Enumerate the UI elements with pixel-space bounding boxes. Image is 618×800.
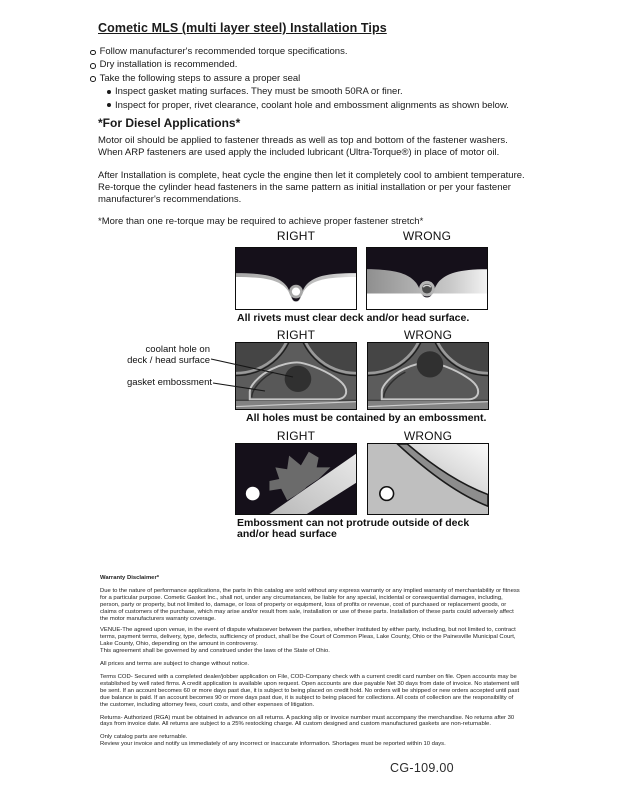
tip-text: Inspect for proper, rivet clearance, coolant hole and embossment alignments as shown below. [115,99,509,111]
disclaimer-paragraph: Review your invoice and notify us immediately of any incorrect or inaccurate information. Shortages must be reported within 10 days. [100,741,446,748]
rivet-right-diagram [235,247,357,310]
set2-caption: All holes must be contained by an embossment. [246,412,487,424]
installation-tips-list [90,45,560,112]
set1-wrong-label: WRONG [402,229,452,243]
diesel-paragraph: *More than one re-torque may be required to achieve proper fastener stretch* [98,216,424,228]
tip-text: Inspect gasket mating surfaces. They must be smooth 50RA or finer. [115,86,403,98]
disclaimer-paragraph: Only catalog parts are returnable. [100,734,188,741]
filled-bullet-icon [107,90,111,94]
set1-right-label: RIGHT [276,229,316,243]
set3-caption-line2: and/or head surface [237,528,337,540]
coolant-hole-annotation: coolant hole on deck / head surface [127,344,210,367]
list-item [90,58,560,71]
tip-text: Dry installation is recommended. [99,59,238,71]
list-item [90,72,560,85]
open-bullet-icon [90,50,96,56]
diesel-applications-section [98,117,528,238]
list-item [107,85,560,98]
tip-text: Follow manufacturer's recommended torque specifications. [99,46,348,57]
disclaimer-paragraph: This agreement shall be governed by and construed under the laws of the State of Ohio. [100,648,330,655]
set2-wrong-label: WRONG [403,328,453,342]
open-bullet-icon [90,76,96,82]
filled-bullet-icon [107,103,111,107]
page-number: CG-109.00 [390,761,454,775]
diesel-paragraph: Motor oil should be applied to fastener threads as well as top and bottom of the fastener washers. When ARP fasteners are used apply the included lubricant (Ultra-Torque®) in place of motor oil. [98,135,508,159]
protrusion-right-diagram [235,443,357,515]
page-title: Cometic MLS (multi layer steel) Installation Tips [98,21,387,35]
disclaimer-paragraph: VENUE-The agreed upon venue, in the event of dispute whatsoever between the parties, whether instituted by either party, including, but not limited to, contract terms, payment terms, delivery, type, defects, sufficiency of product, shall be the Court of Common Pleas, Lake County, Ohio or the Painesville Municipal Court, Lake County, Ohio, depending on the amount in controversy. [100,627,516,648]
disclaimer-paragraph: Due to the nature of performance applications, the parts in this catalog are sold without any express warranty or any implied warranty of merchantability or fitness for a particular purpose. Cometic Gasket Inc., shall not, under any circumstances, be liable for any special, incidental or consequential damages, including, person, party or property, but not limited to, damage, or loss of property or equipment, loss of profits or revenue, cost of purchased or replacement goods, or claims of customers of the purchase, which may arise and/or result from sale, installation or use of these parts. Installation of these parts could adversely affect the motor manufacturers warranty coverage. [100,587,520,622]
set3-caption-line1: Embossment can not protrude outside of deck [237,517,470,529]
diesel-paragraph: After Installation is complete, heat cycle the engine then let it completely cool to ambient temperature. Re-torque the cylinder head fasteners in the same pattern as initial installation or per your fastener manufacturer's recommendations. [98,169,525,206]
diesel-heading: *For Diesel Applications* [98,116,241,130]
set2-right-label: RIGHT [276,328,316,342]
tip-text: Take the following steps to assure a proper seal [99,72,301,84]
set3-right-label: RIGHT [276,429,316,443]
disclaimer-heading: Warranty Disclaimer* [100,575,160,581]
set3-wrong-label: WRONG [403,429,453,443]
embossment-right-diagram [235,342,357,410]
set1-caption: All rivets must clear deck and/or head surface. [237,312,470,324]
protrusion-wrong-diagram [367,443,489,515]
disclaimer-paragraph: Terms COD- Secured with a completed dealer/jobber application on File, COD-Company check with a current credit card number on file. Open accounts may be established by well rated firms. A credit application is available upon request. Open accounts are due payable Net 30 days from date of invoice. No statement will be sent. If an account becomes 60 or more days past due, it is subject to being placed on credit hold. No orders will be shipped or new orders accepted until past due balance is paid. If an account becomes 90 or more days past due, it is subject to being placed for collections. All costs of collection are the responsibility of the customer, including attorney fees, court costs, and other expenses of litigation. [100,673,520,708]
gasket-embossment-annotation: gasket embossment [126,377,212,388]
disclaimer-paragraph: All prices and terms are subject to change without notice. [100,661,249,668]
rivet-wrong-diagram [366,247,488,310]
embossment-wrong-diagram [367,342,489,410]
warranty-disclaimer-section [100,575,520,748]
open-bullet-icon [90,63,96,69]
list-item [90,45,560,58]
disclaimer-paragraph: Returns- Authorized (RGA) must be obtained in advance on all returns. A packing slip or invoice number must accompany the merchandise. No returns after 30 days from invoice date. All returns are subject to a 25% restocking charge. All custom designed and custom manufactured gaskets are non-returnable. [100,714,515,728]
list-item [107,99,560,112]
